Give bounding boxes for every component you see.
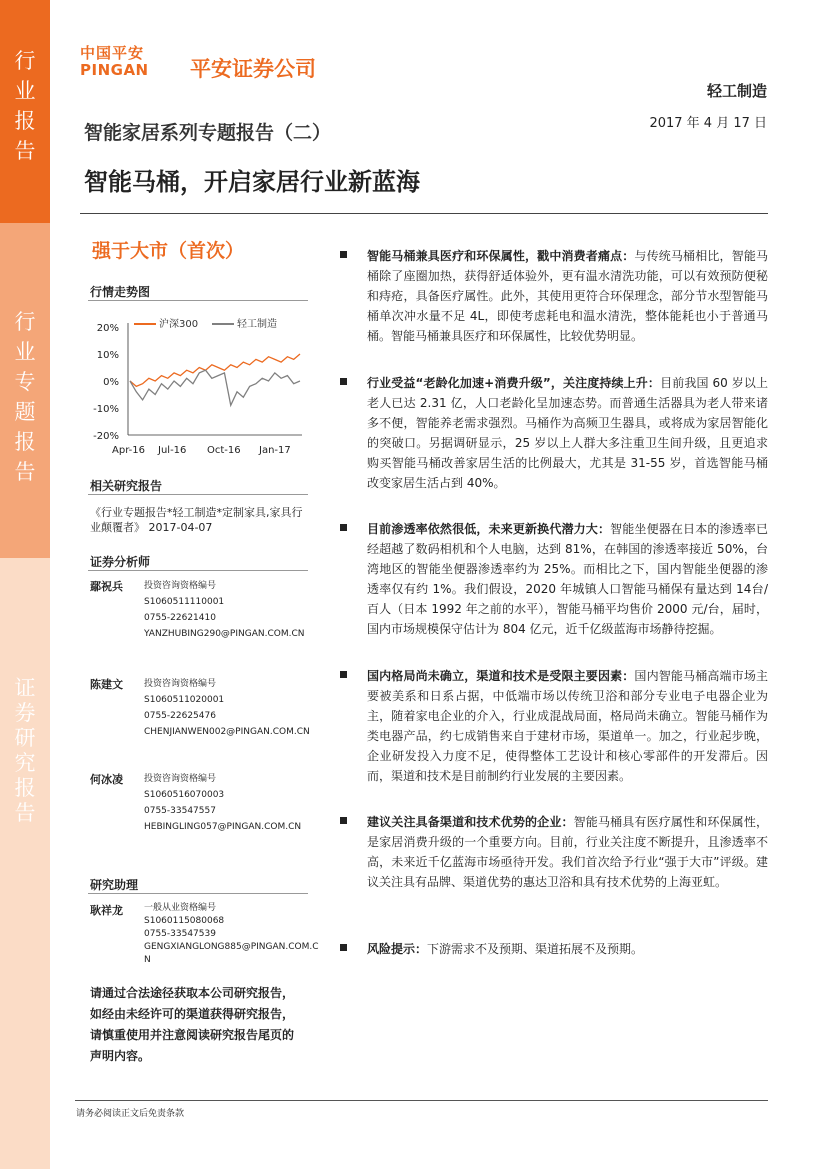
sidebar-char: 研 — [14, 726, 36, 750]
industry-label: 轻工制造 — [706, 82, 767, 100]
bullet-item — [340, 812, 768, 892]
email-link[interactable]: YANZHUBING290@PINGAN.COM.CN — [144, 629, 305, 639]
analyst-name: 鄢祝兵 — [90, 580, 123, 593]
page-title: 智能马桶，开启家居行业新蓝海 — [84, 168, 420, 196]
sidebar-char: 券 — [14, 701, 36, 725]
analyst-info — [144, 676, 322, 740]
company-name: 平安证券公司 — [190, 57, 316, 81]
bullet-item — [340, 373, 768, 493]
sidebar-char: 告 — [14, 139, 36, 163]
sidebar-char: 报 — [14, 430, 36, 454]
bullet-square-icon — [340, 817, 347, 824]
header-divider — [80, 213, 768, 214]
assistant-info — [144, 902, 322, 967]
bullet-item — [340, 939, 768, 959]
bullet-body: 下游需求不及预期、渠道拓展不及预期。 — [427, 942, 644, 956]
bullet-body: 目前我国 60 岁以上老人已达 2.31 亿，人口老龄化呈加速态势。而普通生活器具为老人带来诸多不便，智能养老需求强烈。马桶作为高频卫生器具，或将成为家居智能化的突破口。另据调研显示，25 岁以上人群大多注重卫生间升级，且更追求购买智能马桶改善家居生活的比例最大，尤其是 31-55 岁，首选智能马桶改变家居生活占到 40%。 — [367, 376, 768, 490]
cert-number: S1060511110001 — [144, 597, 225, 607]
section-divider — [88, 570, 308, 571]
bullet-body: 国内智能马桶高端市场主要被美系和日系占据，中低端市场以传统卫浴和部分专业电子电器企业为主，随着家电企业的介入，行业成混战局面，格局尚未确立。智能马桶作为类电器产品，约七成销售来自于建材市场，渠道单一。加之，行业起步晚，企业研发投入力度不足，使得整体工艺设计和核心零部件的开发滞后。因而，渠道和技术是目前制约行业发展的主要因素。 — [367, 669, 768, 783]
cert-label: 投资咨询资格编号 — [144, 581, 217, 591]
assistant-title: 研究助理 — [90, 878, 139, 892]
phone: 0755-33547539 — [144, 929, 216, 939]
x-tick-label: Oct-16 — [207, 445, 241, 456]
cert-number: S1060516070003 — [144, 790, 225, 800]
bullet-lead: 行业受益“老龄化加速+消费升级”，关注度持续上升： — [367, 376, 661, 390]
y-tick-label: 0% — [103, 377, 119, 388]
bullet-lead: 目前渗透率依然很低，未来更新换代潜力大： — [367, 522, 611, 536]
y-tick-label: 20% — [96, 323, 119, 334]
footer-disclaimer: 请务必阅读正文后免责条款 — [76, 1109, 185, 1119]
x-tick-label: Jan-17 — [259, 445, 291, 456]
bullet-item — [340, 666, 768, 786]
legend-label: 轻工制造 — [237, 319, 277, 330]
cert-label: 投资咨询资格编号 — [144, 679, 217, 689]
legend-label: 沪深300 — [159, 319, 199, 330]
bullet-item — [340, 519, 768, 639]
logo-chinese: 中国平安 — [80, 44, 145, 62]
bullet-square-icon — [340, 524, 347, 531]
bullet-body: 与传统马桶相比，智能马桶除了座圈加热，获得舒适体验外，更有温水清洗功能，可以有效预防便秘和痔疮，具备医疗属性。此外，其使用更符合环保理念，部分节水型智能马桶单次冲水量不足 4L，即使考虑耗电和温水清洗，整体能耗也小于普通马桶。智能马桶兼具医疗和环保属性，比较优势明显。 — [367, 249, 768, 343]
y-tick-label: -10% — [93, 404, 119, 415]
assistant-name: 耿祥龙 — [90, 904, 123, 917]
chart-section-title: 行情走势图 — [90, 285, 151, 299]
sidebar-block-topic-report — [0, 223, 50, 558]
email-link[interactable]: HEBINGLING057@PINGAN.COM.CN — [144, 822, 302, 832]
analyst-info — [144, 578, 322, 642]
sidebar-char: 告 — [14, 801, 36, 825]
related-title: 相关研究报告 — [90, 479, 163, 493]
x-tick-label: Jul-16 — [158, 445, 187, 456]
cert-label: 投资咨询资格编号 — [144, 774, 217, 784]
sidebar-char: 报 — [14, 109, 36, 133]
cert-label: 一般从业资格编号 — [144, 903, 217, 913]
market-trend-chart — [88, 305, 310, 465]
cert-number: S1060511020001 — [144, 695, 225, 705]
series-line-hs300 — [130, 354, 300, 386]
sidebar-char: 报 — [14, 776, 36, 800]
logo-english: PINGAN — [80, 61, 149, 79]
email-link[interactable]: GENGXIANGLONG885@PINGAN.COM.CN — [144, 942, 319, 965]
bullet-lead: 智能马桶兼具医疗和环保属性，戳中消费者痛点： — [367, 249, 635, 263]
publish-date: 2017 年 4 月 17 日 — [649, 116, 767, 131]
section-divider — [88, 494, 308, 495]
bullet-item — [340, 246, 768, 346]
related-report-item[interactable]: 《行业专题报告*轻工制造*定制家具,家具行业颠覆者》 2017-04-07 — [90, 506, 303, 534]
analyst-name: 何冰凌 — [90, 773, 123, 786]
sidebar-char: 究 — [14, 751, 36, 775]
y-tick-label: 10% — [96, 350, 119, 361]
sidebar-char: 业 — [14, 340, 36, 364]
email-link[interactable]: CHENJIANWEN002@PINGAN.COM.CN — [144, 727, 310, 737]
sidebar-char: 行 — [14, 49, 36, 73]
phone: 0755-33547557 — [144, 806, 216, 816]
phone: 0755-22625476 — [144, 711, 216, 721]
phone: 0755-22621410 — [144, 613, 216, 623]
y-tick-label: -20% — [93, 431, 119, 442]
footer-divider — [75, 1100, 768, 1101]
analyst-info — [144, 771, 322, 835]
bullet-body: 智能坐便器在日本的渗透率已经超越了数码相机和个人电脑，达到 81%，在韩国的渗透率接近 50%，台湾地区的智能坐便器渗透率约为 25%。而相比之下，国内智能坐便器的渗透率仅有约 1%。我们假设，2020 年城镇人口智能马桶保有量达到 14台/百人（日本 1992 年之前的水平），智能马桶平均售价 2000 元/台，届时，国内市场规模保守估计为 804 亿元，近千亿级蓝海市场静待挖掘。 — [367, 522, 768, 636]
section-divider — [88, 300, 308, 301]
disclaimer-text: 请通过合法途径获取本公司研究报告，如经由未经许可的渠道获得研究报告，请慎重使用并注意阅读研究报告尾页的声明内容。 — [90, 986, 295, 1063]
bullet-lead: 风险提示： — [367, 942, 428, 956]
bullet-square-icon — [340, 251, 347, 258]
section-divider — [88, 893, 308, 894]
bullet-square-icon — [340, 378, 347, 385]
bullet-square-icon — [340, 671, 347, 678]
cert-number: S1060115080068 — [144, 916, 225, 926]
sidebar-char: 行 — [14, 310, 36, 334]
analysts-title: 证券分析师 — [90, 555, 151, 569]
sidebar-char: 业 — [14, 79, 36, 103]
sidebar-char: 专 — [14, 370, 36, 394]
bullet-square-icon — [340, 944, 347, 951]
sidebar-char: 题 — [14, 400, 36, 424]
sidebar-block-industry-report — [0, 0, 50, 223]
sidebar-char: 告 — [14, 460, 36, 484]
bullet-lead: 国内格局尚未确立，渠道和技术是受限主要因素： — [367, 669, 635, 683]
series-title: 智能家居系列专题报告（二） — [84, 122, 332, 144]
sidebar-char: 证 — [14, 676, 36, 700]
bullet-lead: 建议关注具备渠道和技术优势的企业： — [367, 815, 574, 829]
bullet-body: 智能马桶具有医疗属性和环保属性，是家居消费升级的一个重要方向。目前，行业关注度不断提升，且渗透率不高，未来近千亿蓝海市场亟待开发。我们首次给予行业“强于大市”评级。建议关注具有品牌、渠道优势的惠达卫浴和具有技术优势的上海亚虹。 — [367, 815, 768, 889]
sidebar-block-research-report — [0, 558, 50, 1169]
pingan-logo — [80, 42, 149, 79]
series-line-light-industry — [130, 370, 300, 405]
analyst-name: 陈建文 — [90, 678, 123, 691]
rating-label: 强于大市（首次） — [92, 240, 245, 262]
x-tick-label: Apr-16 — [112, 445, 145, 456]
